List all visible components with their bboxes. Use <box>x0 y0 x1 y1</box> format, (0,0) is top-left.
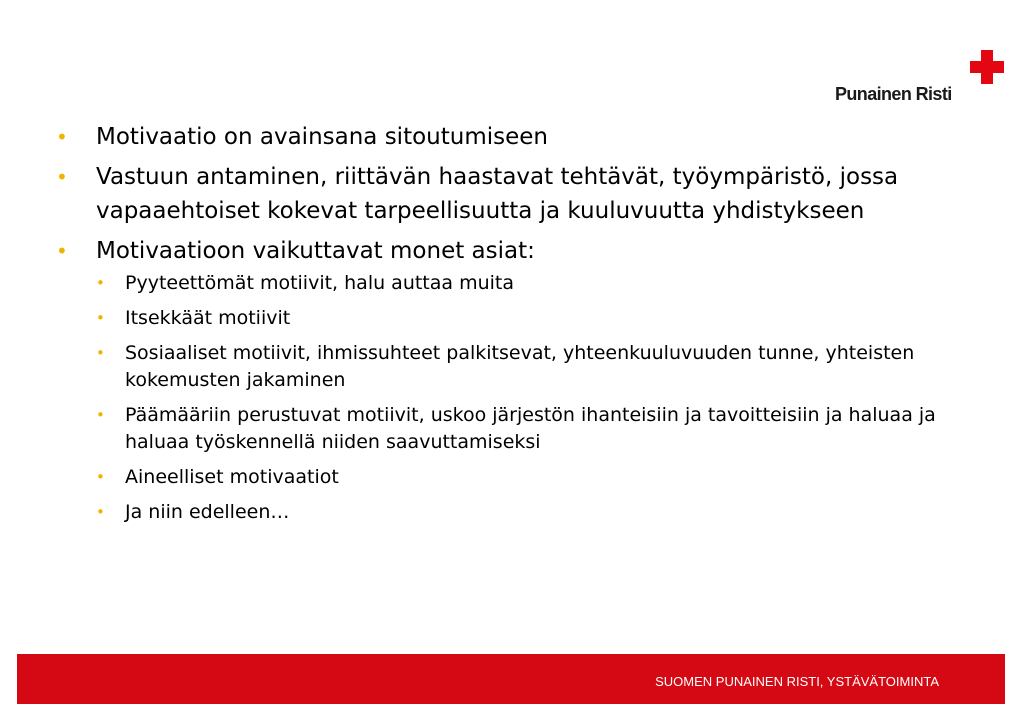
bullet-icon: • <box>96 274 105 292</box>
bullet-icon: • <box>56 125 68 149</box>
sub-bullet-text: Ja niin edelleen… <box>125 501 290 523</box>
bullet-icon: • <box>96 406 105 424</box>
punainen-risti-logo <box>835 50 1007 106</box>
sub-bullet-item <box>96 499 966 526</box>
bullet-icon: • <box>96 344 105 362</box>
sub-bullet-item <box>96 305 966 332</box>
sub-bullet-text: Aineelliset motivaatiot <box>125 466 339 488</box>
bullet-item <box>56 234 966 526</box>
sub-bullet-text: Pyyteettömät motiivit, halu auttaa muita <box>125 272 515 294</box>
bullet-text: Motivaatioon vaikuttavat monet asiat: <box>96 238 535 264</box>
sub-bullet-item <box>96 402 966 456</box>
slide-content <box>56 120 966 534</box>
red-cross-icon <box>970 50 1004 84</box>
bullet-icon: • <box>96 309 105 327</box>
sub-bullet-text: Sosiaaliset motiivit, ihmissuhteet palkitsevat, yhteenkuuluvuuden tunne, yhteisten kokemusten jakaminen <box>125 342 915 391</box>
footer-text: SUOMEN PUNAINEN RISTI, YSTÄVÄTOIMINTA <box>655 674 939 689</box>
bullet-item <box>56 120 966 154</box>
bullet-icon: • <box>56 165 68 189</box>
bullet-text: Motivaatio on avainsana sitoutumiseen <box>96 124 548 150</box>
bullet-list <box>56 120 966 526</box>
bullet-icon: • <box>96 503 105 521</box>
bullet-icon: • <box>96 468 105 486</box>
sub-bullet-item <box>96 340 966 394</box>
sub-bullet-item <box>96 270 966 297</box>
sub-bullet-text: Itsekkäät motiivit <box>125 307 291 329</box>
sub-bullet-list <box>96 270 966 526</box>
bullet-text: Vastuun antaminen, riittävän haastavat tehtävät, työympäristö, jossa vapaaehtoiset kokevat tarpeellisuutta ja kuuluvuutta yhdistykseen <box>96 164 899 224</box>
logo-text: Punainen Risti <box>835 84 952 104</box>
footer-bar <box>17 654 1005 704</box>
bullet-icon: • <box>56 239 68 263</box>
sub-bullet-text: Päämääriin perustuvat motiivit, uskoo järjestön ihanteisiin ja tavoitteisiin ja haluaa ja haluaa työskennellä niiden saavuttamiseksi <box>125 404 936 453</box>
sub-bullet-item <box>96 464 966 491</box>
bullet-item <box>56 160 966 228</box>
